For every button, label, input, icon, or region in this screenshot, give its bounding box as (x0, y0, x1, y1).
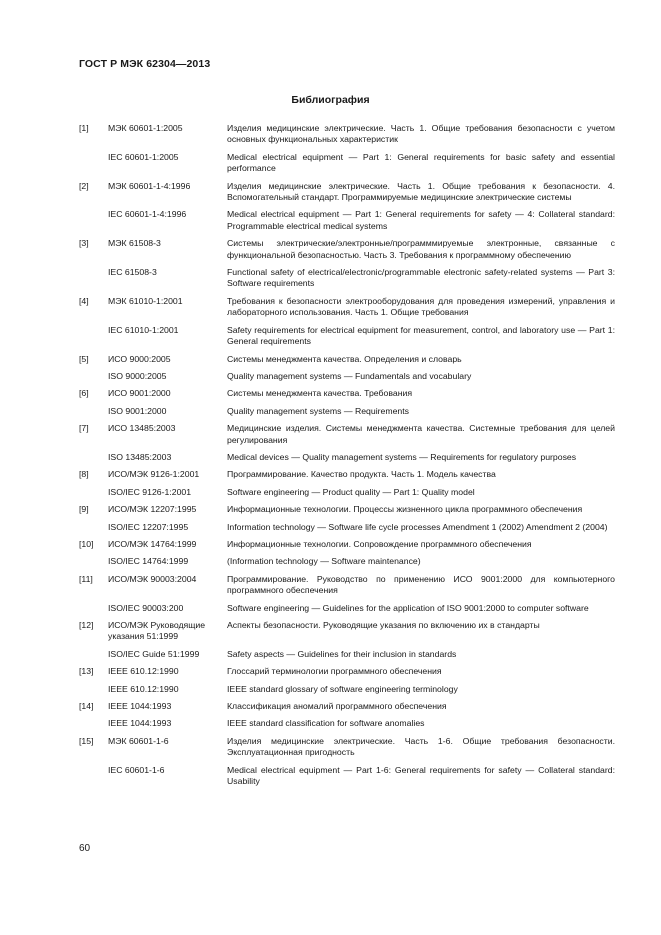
entry-description: Safety requirements for electrical equipment for measurement, control, and laboratory use — Part 1: General requirements (227, 324, 615, 347)
entry-description: (Information technology — Software maintenance) (227, 556, 421, 567)
entry-description: Изделия медицинские электрические. Часть 1-6. Общие требования безопасности. Эксплуатационная пригодность (227, 735, 615, 758)
entry-reference-code: ISO/IEC 9126-1:2001 (108, 486, 192, 497)
entry-reference-code: ИСО/МЭК 9126-1:2001 (108, 469, 200, 480)
entry-reference-code: ISO 13485:2003 (108, 451, 172, 462)
entry-reference-code: IEC 60601-1-4:1996 (108, 209, 187, 220)
entry-description: Изделия медицинские электрические. Часть 1. Общие требования к безопасности. 4. Вспомогательный стандарт. Программируемые медицинские электрические системы (227, 180, 615, 203)
entry-description: Medical devices — Quality management systems — Requirements for regulatory purposes (227, 451, 577, 462)
entry-number: [2] (79, 180, 89, 191)
bibliography-entry (79, 603, 615, 614)
entry-description: Software engineering — Product quality — Part 1: Quality model (227, 486, 475, 497)
entry-reference-code: ИСО 9001:2000 (108, 388, 171, 399)
bibliography-entry (79, 539, 615, 550)
entry-number: [3] (79, 238, 89, 249)
entry-description: Информационные технологии. Сопровождение программного обеспечения (227, 538, 532, 549)
entry-number: [10] (79, 538, 94, 549)
entry-number: [5] (79, 353, 89, 364)
entry-reference-code: IEEE 610.12:1990 (108, 666, 179, 677)
entry-description: Требования к безопасности электрооборудования для проведения измерений, управления и лабораторного использования. Часть 1. Общие требования (227, 295, 615, 318)
bibliography-entry (79, 388, 615, 399)
bibliography-entry (79, 736, 615, 759)
entry-description: Программирование. Руководство по применению ИСО 9001:2000 для компьютерного программного обеспечения (227, 573, 615, 596)
standard-code-header: ГОСТ Р МЭК 62304—2013 (79, 58, 211, 70)
bibliography-entry (79, 487, 615, 498)
entry-number: [4] (79, 295, 89, 306)
bibliography-entry (79, 123, 615, 146)
bibliography-entry (79, 406, 615, 417)
entry-reference-code: ИСО/МЭК 14764:1999 (108, 538, 197, 549)
page-title: Библиография (291, 94, 370, 106)
entry-description: IEEE standard glossary of software engineering terminology (227, 683, 458, 694)
entry-description: Изделия медицинские электрические. Часть 1. Общие требования безопасности с учетом основных функциональных характеристик (227, 123, 615, 145)
bibliography-entry (79, 765, 615, 788)
entry-reference-code: IEEE 1044:1993 (108, 701, 172, 712)
entry-description: Functional safety of electrical/electronic/programmable electronic safety-related systems — Part 3: Software requirements (227, 267, 615, 289)
entry-reference-code: IEC 60601-1-6 (108, 764, 165, 775)
entry-description: Информационные технологии. Процессы жизненного цикла программного обеспечения (227, 504, 583, 515)
entry-reference-code: ISO/IEC Guide 51:1999 (108, 648, 200, 659)
entry-description: Системы менеджмента качества. Определения и словарь (227, 353, 462, 364)
entry-description: Medical electrical equipment — Part 1: General requirements for safety — 4: Collateral standard: Programmable electrical medical systems (227, 209, 615, 231)
bibliography-entry (79, 701, 615, 712)
entry-reference-code: ISO 9000:2005 (108, 370, 167, 381)
entry-number: [8] (79, 469, 89, 480)
entry-description: Software engineering — Guidelines for the application of ISO 9001:2000 to computer software (227, 602, 589, 613)
entry-number: [7] (79, 423, 89, 434)
entry-reference-code: ISO/IEC 90003:200 (108, 602, 184, 613)
entry-description: Safety aspects — Guidelines for their inclusion in standards (227, 648, 457, 659)
entry-description: Medical electrical equipment — Part 1: General requirements for basic safety and essential performance (227, 151, 615, 174)
entry-description: Quality management systems — Fundamentals and vocabulary (227, 370, 472, 381)
entry-reference-code: IEEE 610.12:1990 (108, 683, 179, 694)
bibliography-entry (79, 469, 615, 480)
entry-description: Глоссарий терминологии программного обеспечения (227, 666, 442, 677)
entry-number: [9] (79, 504, 89, 515)
entry-reference-code: ИСО/МЭК Руководящие указания 51:1999 (108, 620, 206, 642)
bibliography-entry (79, 649, 615, 660)
entry-reference-code: IEC 60601-1:2005 (108, 151, 179, 162)
bibliography-entry (79, 574, 615, 597)
entry-description: Классификация аномалий программного обеспечения (227, 701, 447, 712)
entry-reference-code: IEEE 1044:1993 (108, 718, 172, 729)
entry-number: [11] (79, 573, 93, 584)
bibliography-entry (79, 371, 615, 382)
entry-number: [15] (79, 735, 94, 746)
bibliography-entry (79, 620, 615, 643)
bibliography-list (79, 123, 615, 787)
bibliography-entry (79, 152, 615, 175)
entry-reference-code: IEC 61010-1:2001 (108, 324, 179, 335)
entry-description: Системы менеджмента качества. Требования (227, 388, 413, 399)
bibliography-entry (79, 238, 615, 261)
entry-reference-code: ИСО/МЭК 90003:2004 (108, 573, 197, 584)
entry-description: Medical electrical equipment — Part 1-6: General requirements for safety — Collateral standard: Usability (227, 764, 615, 787)
entry-reference-code: IEC 61508-3 (108, 267, 157, 278)
entry-number: [14] (79, 701, 94, 712)
entry-description: Медицинские изделия. Системы менеджмента качества. Системные требования для целей регулирования (227, 423, 615, 445)
bibliography-entry (79, 354, 615, 365)
entry-reference-code: МЭК 60601-1:2005 (108, 123, 183, 133)
entry-description: Аспекты безопасности. Руководящие указания по включению их в стандарты (227, 620, 540, 630)
entry-reference-code: МЭК 60601-1-4:1996 (108, 180, 191, 191)
bibliography-entry (79, 296, 615, 319)
entry-description: IEEE standard classification for software anomalies (227, 718, 425, 729)
bibliography-entry (79, 556, 615, 567)
bibliography-entry (79, 423, 615, 446)
entry-number: [12] (79, 620, 94, 630)
entry-reference-code: ИСО 9000:2005 (108, 353, 171, 364)
entry-reference-code: ИСО/МЭК 12207:1995 (108, 504, 197, 515)
bibliography-entry (79, 718, 615, 729)
bibliography-entry (79, 209, 615, 232)
bibliography-entry (79, 684, 615, 695)
entry-number: [13] (79, 666, 94, 677)
entry-description: Quality management systems — Requirements (227, 405, 410, 416)
entry-description: Системы электрические/электронные/программмируемые электронные, связанные с функциональной безопасностью. Часть 3. Требования к программному обеспечению (227, 238, 615, 260)
entry-reference-code: ISO/IEC 12207:1995 (108, 521, 189, 532)
entry-reference-code: МЭК 60601-1-6 (108, 735, 169, 746)
bibliography-entry (79, 504, 615, 515)
entry-description: Information technology — Software life cycle processes Amendment 1 (2002) Amendment 2 (2004) (227, 521, 608, 532)
bibliography-entry (79, 267, 615, 290)
entry-description: Программирование. Качество продукта. Часть 1. Модель качества (227, 469, 496, 480)
entry-reference-code: МЭК 61508-3 (108, 238, 161, 249)
entry-reference-code: ISO 9001:2000 (108, 405, 167, 416)
entry-reference-code: ISO/IEC 14764:1999 (108, 556, 189, 567)
page-number: 60 (79, 843, 91, 854)
entry-reference-code: МЭК 61010-1:2001 (108, 295, 183, 306)
bibliography-entry (79, 452, 615, 463)
bibliography-entry (79, 325, 615, 348)
bibliography-entry (79, 181, 615, 204)
entry-reference-code: ИСО 13485:2003 (108, 423, 176, 434)
entry-number: [1] (79, 123, 89, 133)
bibliography-entry (79, 522, 615, 533)
bibliography-entry (79, 666, 615, 677)
entry-number: [6] (79, 388, 89, 399)
